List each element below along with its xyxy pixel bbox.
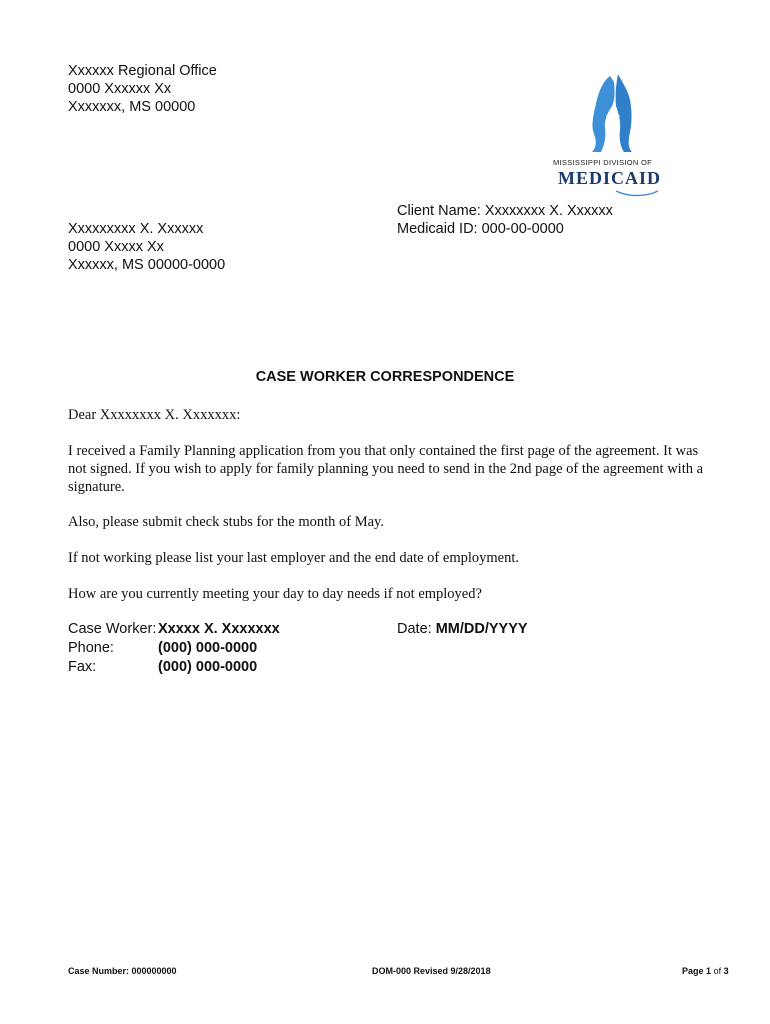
client-name: Client Name: Xxxxxxxx X. Xxxxxx — [397, 203, 613, 219]
paragraph-application: I received a Family Planning application from you that only contained the first page of the agreement. It was not signed. If you wish to apply for family planning you need to send in the 2nd page of the agreement with a signature. — [68, 443, 704, 495]
recipient-address — [68, 220, 225, 274]
case-worker-name: Xxxxx X. Xxxxxxx — [158, 621, 280, 637]
page-number — [682, 966, 729, 976]
recipient-city: Xxxxxx, MS 00000-0000 — [68, 257, 226, 273]
paragraph-needs: How are you currently meeting your day to day needs if not employed? — [68, 586, 482, 602]
page-total: 3 — [723, 966, 729, 976]
logo-top-text: MISSISSIPPI DIVISION OF — [553, 158, 653, 167]
medicaid-id: Medicaid ID: 000-00-0000 — [397, 221, 564, 237]
return-address-line-2: 0000 Xxxxxx Xx — [68, 81, 172, 97]
fax-label: Fax: — [68, 659, 97, 675]
case-worker-label: Case Worker: — [68, 621, 157, 637]
case-number: Case Number: 000000000 — [68, 966, 177, 976]
page-current: 1 — [706, 966, 712, 976]
recipient-name: Xxxxxxxxx X. Xxxxxx — [68, 221, 204, 237]
date-label: Date: — [397, 621, 432, 637]
logo-main-text: MEDICAID — [558, 168, 662, 188]
fax-number: (000) 000-0000 — [158, 659, 258, 675]
page-prefix: Page — [682, 966, 704, 976]
return-address-line-1: Xxxxxx Regional Office — [68, 63, 217, 79]
paragraph-employer: If not working please list your last employer and the end date of employment. — [68, 550, 519, 566]
paragraph-check-stubs: Also, please submit check stubs for the month of May. — [68, 514, 384, 530]
recipient-street: 0000 Xxxxx Xx — [68, 239, 164, 255]
return-address — [68, 62, 217, 116]
letter-heading: CASE WORKER CORRESPONDENCE — [255, 369, 515, 385]
client-info — [397, 202, 613, 238]
form-revision: DOM-000 Revised 9/28/2018 — [372, 966, 491, 976]
return-address-line-3: Xxxxxxx, MS 00000 — [68, 99, 196, 115]
medicaid-logo — [548, 72, 673, 197]
page-of: of — [713, 966, 722, 976]
phone-label: Phone: — [68, 640, 114, 656]
letter-date — [397, 620, 528, 639]
hands-logo-icon — [588, 72, 638, 154]
greeting: Dear Xxxxxxxx X. Xxxxxxx: — [68, 407, 241, 423]
phone-number: (000) 000-0000 — [158, 640, 258, 656]
date-value: MM/DD/YYYY — [435, 621, 528, 637]
swoosh-icon — [614, 189, 660, 197]
